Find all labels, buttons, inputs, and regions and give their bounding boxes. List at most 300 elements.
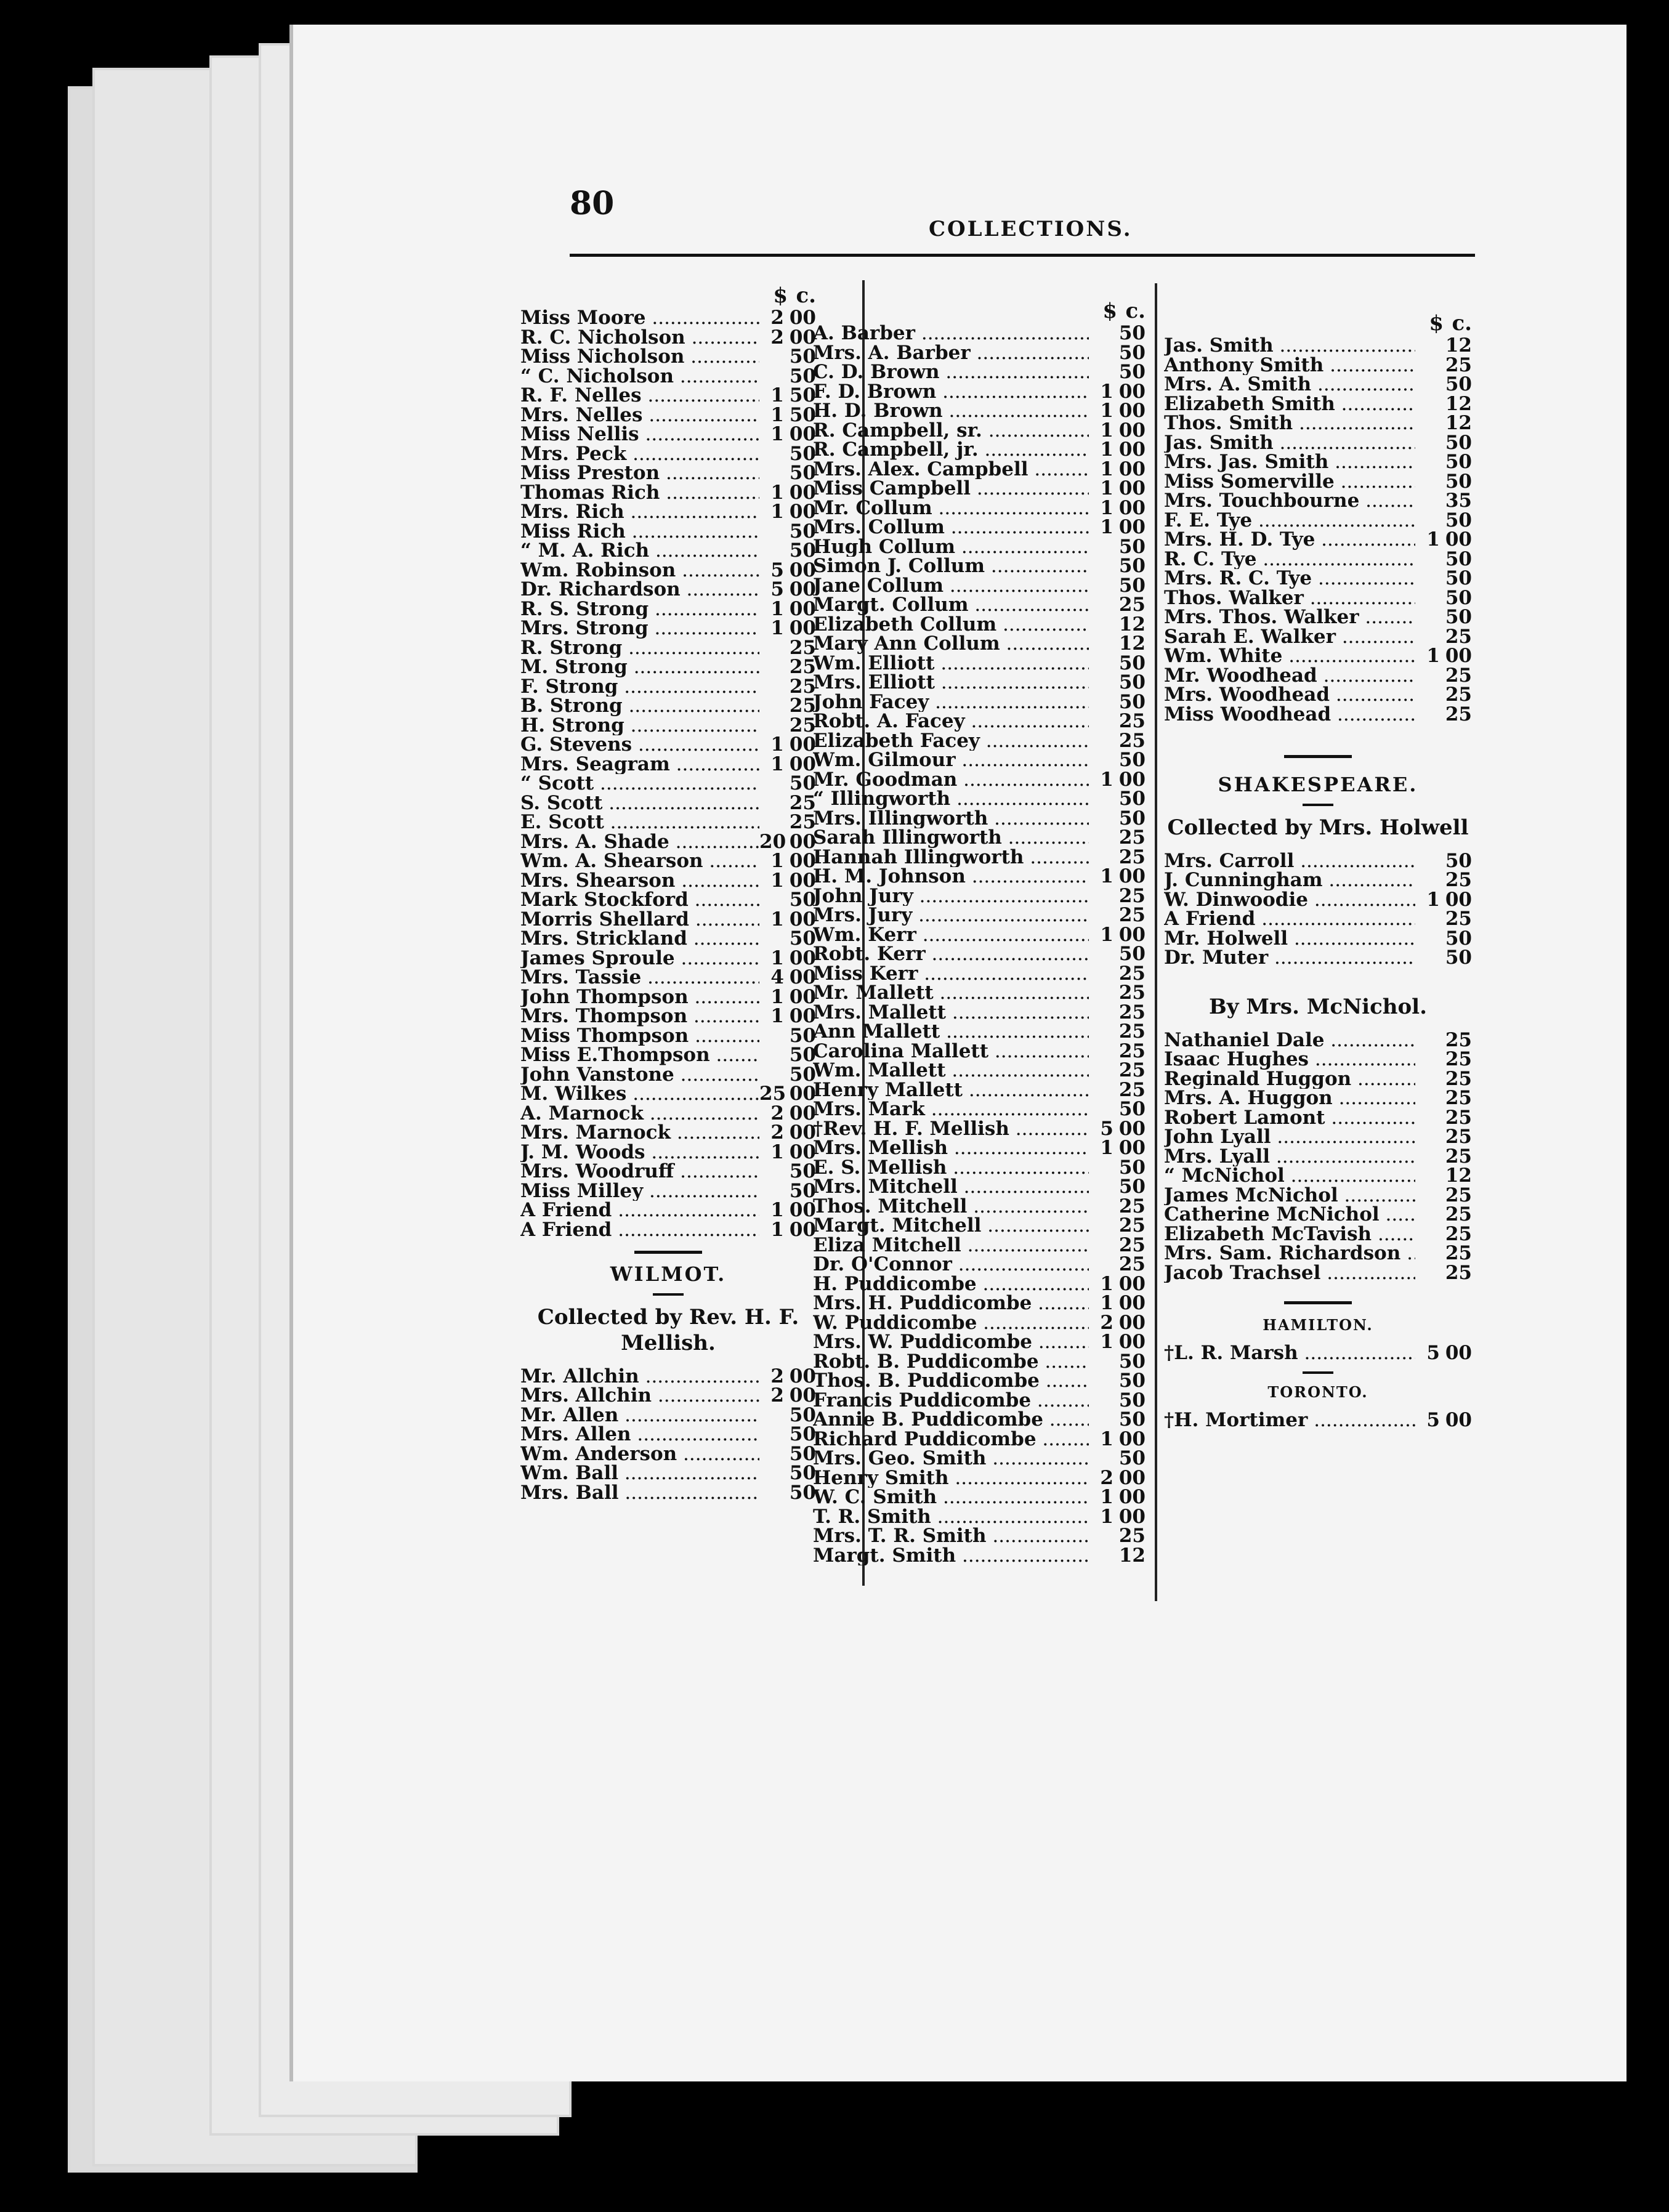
amount-cents: 50 [1118,1176,1146,1198]
list-item [520,1403,816,1426]
donor-name: Wm. Anderson ..... [520,1445,759,1464]
donor-name: Mrs. Shearson ..... [520,871,759,891]
list-item [813,867,1146,887]
donor-name: Elizabeth McTavish ..... [1164,1225,1415,1245]
amount-cents: 00 [1118,768,1146,791]
amount-cents: 00 [1445,1408,1472,1431]
list-item [520,1162,816,1182]
amount-cents: 50 [1118,574,1146,597]
list-item [813,1466,1146,1489]
amount-dollars: 1 [1100,477,1113,499]
donor-name: Catherine McNichol ..... [1164,1205,1415,1225]
amount-dollars [1415,1186,1440,1206]
amount-cents: 25 [1445,703,1472,725]
amount-cents: 00 [1118,516,1146,538]
column-1 [520,283,816,1504]
donor-name: A. Marnock ..... [520,1104,759,1124]
amount-dollars [1089,1022,1113,1042]
amount-dollars [759,929,784,949]
amount-cents: 00 [789,985,816,1008]
list-item [813,1061,1146,1081]
donor-name: Mrs. Carroll ..... [1164,852,1415,871]
list-item [520,1442,816,1465]
amount-dollars [759,1445,784,1464]
amount-cents: 00 [1118,400,1146,422]
amount-dollars [759,347,784,367]
amount-dollars [1089,363,1113,382]
list-item [1164,453,1472,472]
amount-dollars: 1 [1100,768,1113,791]
list-item [813,1294,1146,1314]
list-item [520,619,816,639]
list-item [1164,472,1472,492]
donor-name: “ Scott ..... [520,774,759,794]
list-item [520,1464,816,1483]
amount-cents: 00 [789,1365,816,1387]
list-item [813,402,1146,421]
donor-name: Mrs. T. R. Smith ..... [813,1527,1089,1546]
amount-cents: 50 [1118,361,1146,383]
donor-name: Mrs. Mallett ..... [813,1003,1089,1023]
list-item [813,382,1146,402]
donor-name: Mrs. Woodruff ..... [520,1162,759,1182]
list-item [813,1505,1146,1528]
amount-dollars [1415,1244,1440,1264]
amount-dollars: 1 [1100,865,1113,887]
list-item [813,789,1146,809]
amount-cents: 25 [1445,1048,1472,1070]
list-item [813,324,1146,344]
amount-dollars [1089,1410,1113,1430]
amount-cents: 25 [1445,1222,1472,1245]
amount-cents: 00 [789,597,816,620]
donor-name: Mrs. Geo. Smith ..... [813,1449,1089,1469]
donor-name: B. Strong ..... [520,696,759,716]
amount-dollars [759,890,784,910]
list-item [813,1216,1146,1236]
amount-dollars: 2 [770,1102,784,1124]
donor-name: Elizabeth Facey ..... [813,732,1089,751]
donor-name: H. M. Johnson ..... [813,867,1089,887]
amount-cents: 25 [1118,594,1146,616]
list-item [1164,530,1472,550]
list-item [1164,392,1472,415]
list-item [813,1177,1146,1197]
amount-dollars: 2 [1100,1466,1113,1489]
amount-dollars: 1 [770,869,784,892]
list-item [520,968,816,988]
list-item [520,735,816,755]
donor-name: Mrs. Collum ..... [813,518,1089,538]
donor-name: Eliza Mitchell ..... [813,1236,1089,1256]
donor-name: Mrs. Woodhead ..... [1164,685,1415,705]
amount-dollars [1089,324,1113,344]
donor-name: H. Strong ..... [520,716,759,736]
amount-dollars [1415,1089,1440,1108]
list-item [813,1003,1146,1023]
section-divider [1284,755,1352,758]
amount-dollars [1415,589,1440,608]
donor-name: Mrs. H. Puddicombe ..... [813,1294,1089,1314]
list-item [813,1427,1146,1450]
donor-name: A Friend ..... [520,1201,759,1221]
amount-dollars: 1 [770,1140,784,1163]
donor-name: Miss Preston ..... [520,464,759,483]
amount-cents: 50 [1118,1350,1146,1373]
amount-dollars [1415,666,1440,686]
donor-name: Jane Collum ..... [813,576,1089,596]
amount-cents: 25 [1118,1253,1146,1275]
dollar-header: $ [773,283,788,308]
donor-name: W. Puddicombe ..... [813,1314,1089,1333]
amount-cents: 50 [789,403,816,426]
donor-name: Mrs. Strong ..... [520,619,759,639]
list-item [520,929,816,949]
amount-dollars [1089,751,1113,770]
amount-dollars: 1 [1100,380,1113,403]
amount-dollars [1415,852,1440,871]
amount-dollars [1415,685,1440,705]
list-item [813,576,1146,596]
list-item [520,910,816,930]
dollar-header: $ [1429,311,1444,336]
amount-cents: 00 [789,753,816,775]
donor-name: Mrs. Allen ..... [520,1425,759,1445]
amount-cents: 00 [789,1121,816,1144]
amount-dollars: 1 [1100,923,1113,946]
amount-dollars [1415,628,1440,647]
amount-cents: 25 [1445,1242,1472,1264]
list-item [813,906,1146,926]
amount-cents: 50 [1445,470,1472,493]
list-item [520,1201,816,1221]
list-item [1164,1028,1472,1051]
amount-dollars [759,774,784,794]
list-item [813,712,1146,732]
amount-cents: 25 [1118,1020,1146,1043]
donor-name: Wm. Ball ..... [520,1464,759,1483]
donor-name: Robt. A. Facey ..... [813,712,1089,732]
donor-name: R. S. Strong ..... [520,600,759,620]
list-item [1164,491,1472,511]
donor-name: Mrs. Touchbourne ..... [1164,491,1415,511]
donor-name: Ann Mallett ..... [813,1022,1089,1042]
donor-name: R. Campbell, sr. ..... [813,421,1089,441]
amount-cents: 50 [789,520,816,543]
list-item [813,615,1146,635]
amount-dollars [1415,1147,1440,1167]
amount-dollars [1089,964,1113,984]
amount-dollars: 1 [1426,645,1440,667]
amount-cents: 50 [789,1462,816,1484]
amount-cents: 25 [1445,1028,1472,1051]
amount-dollars: 1 [770,1218,784,1241]
amount-dollars: 1 [770,908,784,930]
donor-name: Mr. Allchin ..... [520,1367,759,1387]
amount-dollars [1089,538,1113,557]
amount-cents: 50 [789,1044,816,1066]
amount-dollars [1089,983,1113,1003]
amount-dollars [1415,395,1440,414]
donor-name: W. Dinwoodie ..... [1164,890,1415,910]
donor-name: Mrs. Strickland ..... [520,929,759,949]
donor-name: W. C. Smith ..... [813,1488,1089,1508]
list-item [1164,625,1472,648]
amount-cents: 50 [789,442,816,465]
amount-dollars [1089,1197,1113,1217]
donor-name: Miss Milley ..... [520,1182,759,1201]
list-item [1164,1186,1472,1206]
amount-cents: 50 [789,1403,816,1426]
amount-dollars: 1 [1100,1137,1113,1159]
donor-name: J. M. Woods ..... [520,1143,759,1163]
amount-cents: 50 [789,1024,816,1047]
amount-dollars: 1 [770,985,784,1008]
list-item [813,1158,1146,1178]
donor-name: John Jury ..... [813,887,1089,906]
column-header [813,299,1146,324]
amount-dollars [759,522,784,542]
section-divider [1284,1301,1352,1304]
header-rule [570,254,1475,257]
list-item [1164,666,1472,686]
section-title: WILMOT. [610,1262,727,1286]
amount-dollars [1089,1061,1113,1081]
donor-name: John Vanstone ..... [520,1065,759,1085]
amount-dollars [759,1162,784,1182]
list-item [813,1039,1146,1062]
donor-name: J. Cunningham ..... [1164,871,1415,890]
running-title: COLLECTIONS. [929,217,1133,241]
amount-cents: 50 [1118,1389,1146,1411]
amount-dollars: 1 [1426,888,1440,911]
amount-cents: 50 [1118,1370,1146,1392]
amount-cents: 50 [1118,943,1146,965]
list-item [520,561,816,581]
amount-cents: 12 [1445,1165,1472,1187]
list-item [1164,1147,1472,1167]
amount-dollars [1089,809,1113,829]
donor-name: Margt. Smith ..... [813,1546,1089,1566]
list-item [520,403,816,426]
donor-name: James McNichol ..... [1164,1186,1415,1206]
donor-name: Francis Puddicombe ..... [813,1391,1089,1411]
donor-name: Wm. A. Shearson ..... [520,852,759,871]
donor-name: Jas. Smith ..... [1164,336,1415,356]
amount-dollars: 5 [770,578,784,600]
amount-cents: 00 [789,947,816,969]
amount-cents: 00 [789,966,816,988]
donor-name: Mrs. Elliott ..... [813,673,1089,693]
amount-cents: 00 [789,559,816,581]
amount-dollars: 1 [770,947,784,969]
amount-cents: 50 [789,365,816,387]
donor-name: A Friend ..... [1164,910,1415,929]
donor-name: Mary Ann Collum ..... [813,634,1089,654]
donor-name: Mrs. Mark ..... [813,1100,1089,1120]
amount-dollars [759,445,784,464]
amount-dollars [1089,848,1113,868]
amount-cents: 25 [1445,353,1472,376]
amount-dollars [759,1065,784,1085]
list-item [520,1007,816,1027]
collector-line [520,1304,816,1356]
amount-dollars: 1 [770,753,784,775]
donor-name: Mr. Holwell ..... [1164,929,1415,949]
amount-dollars [1415,948,1440,968]
amount-cents: 25 [789,791,816,814]
list-item [1164,1222,1472,1245]
donor-name: Miss Nellis ..... [520,425,759,445]
section-title: SHAKESPEARE. [1218,773,1418,796]
amount-dollars [759,1182,784,1201]
list-item [813,654,1146,674]
amount-cents: 50 [1445,567,1472,589]
amount-cents: 50 [789,1179,816,1202]
amount-dollars [1089,654,1113,674]
amount-cents: 00 [789,1102,816,1124]
donor-name: Wm. Mallett ..... [813,1061,1089,1081]
section-title: TORONTO. [1267,1383,1368,1401]
amount-dollars [1415,414,1440,434]
amount-cents: 25 [1445,908,1472,930]
amount-dollars [1089,828,1113,848]
amount-cents: 00 [1445,888,1472,911]
amount-dollars: 1 [770,384,784,406]
donor-name: Mrs. Rich ..... [520,503,759,522]
donor-name: H. D. Brown ..... [813,402,1089,421]
amount-cents: 00 [1118,438,1146,461]
amount-dollars [759,464,784,483]
list-item [813,535,1146,558]
donor-name: A. Barber ..... [813,324,1089,344]
list-item [520,813,816,833]
column-2 [813,299,1146,1567]
list-item [1164,547,1472,570]
list-item [520,1104,816,1124]
list-item [813,1352,1146,1372]
amount-dollars: 2 [770,1121,784,1144]
list-item [813,1527,1146,1546]
list-item [1164,1261,1472,1284]
donor-name: Miss Nicholson ..... [520,347,759,367]
donor-name: †H. Mortimer ..... [1164,1411,1415,1431]
amount-cents: 25 [1118,1214,1146,1237]
list-item [1164,890,1472,910]
amount-cents: 25 [789,656,816,678]
amount-cents: 50 [1445,547,1472,570]
amount-cents: 50 [789,927,816,950]
donor-name: Robt. Kerr ..... [813,945,1089,964]
amount-cents: 00 [1118,1311,1146,1334]
amount-cents: 25 [1118,729,1146,752]
amount-cents: 50 [1118,1408,1146,1431]
amount-dollars [1415,705,1440,725]
amount-dollars: 1 [770,733,784,756]
amount-dollars [1415,375,1440,395]
donor-name: Mrs. A. Smith ..... [1164,375,1415,395]
amount-cents: 00 [789,1083,816,1105]
section-title: HAMILTON. [1263,1316,1373,1334]
list-item [813,983,1146,1003]
list-item [1164,608,1472,628]
donor-name: †Rev. H. F. Mellish ..... [813,1120,1089,1139]
amount-dollars [759,1464,784,1483]
donor-name: “ M. A. Rich ..... [520,541,759,561]
amount-cents: 50 [1118,1156,1146,1179]
amount-dollars: 1 [1100,419,1113,442]
amount-dollars [1089,712,1113,732]
donor-name: F. D. Brown ..... [813,382,1089,402]
entry-list [1164,849,1472,969]
amount-dollars [1089,1003,1113,1023]
amount-dollars [1089,634,1113,654]
amount-cents: 25 [1445,869,1472,891]
amount-cents: 50 [789,462,816,484]
amount-dollars [1089,1371,1113,1391]
amount-cents: 50 [789,1063,816,1086]
donor-name: Annie B. Puddicombe ..... [813,1410,1089,1430]
donor-name: M. Wilkes ..... [520,1084,759,1104]
amount-cents: 25 [1118,1039,1146,1062]
amount-cents: 00 [1118,1117,1146,1140]
amount-cents: 25 [789,714,816,737]
amount-cents: 25 [1118,710,1146,732]
list-item [520,580,816,600]
list-item [813,809,1146,829]
amount-dollars: 5 [1100,1117,1113,1140]
list-item [1164,1108,1472,1128]
amount-dollars [1089,906,1113,926]
list-item [1164,929,1472,949]
entry-list [813,324,1146,1565]
amount-cents: 25 [1445,664,1472,687]
amount-cents: 00 [1118,419,1146,442]
amount-dollars [1415,1264,1440,1283]
list-item [813,496,1146,519]
amount-dollars [1089,1158,1113,1178]
amount-dollars [1415,511,1440,531]
donor-name: Miss Kerr ..... [813,964,1089,984]
entry-list [1164,1341,1472,1364]
amount-dollars [759,1406,784,1426]
amount-dollars [759,716,784,736]
amount-cents: 50 [1445,451,1472,473]
amount-cents: 50 [1118,652,1146,674]
list-item [520,636,816,659]
donor-name: Thos. Walker ..... [1164,589,1415,608]
list-item [520,1065,816,1085]
donor-name: R. Campbell, jr. ..... [813,440,1089,460]
amount-dollars: 1 [1100,516,1113,538]
amount-cents: 25 [1118,1195,1146,1217]
amount-dollars: 1 [770,597,784,620]
donor-name: Miss Thompson ..... [520,1027,759,1046]
amount-cents: 25 [789,811,816,833]
list-item [520,791,816,814]
amount-cents: 50 [1445,586,1472,609]
list-item [1164,910,1472,929]
list-item [520,1367,816,1387]
amount-dollars: 5 [1426,1408,1440,1431]
amount-cents: 50 [1445,373,1472,395]
amount-cents: 50 [1118,1098,1146,1120]
list-item [520,985,816,1008]
list-item [1164,948,1472,968]
list-item [813,1255,1146,1275]
donor-name: Margt. Collum ..... [813,595,1089,615]
list-item [813,1139,1146,1158]
